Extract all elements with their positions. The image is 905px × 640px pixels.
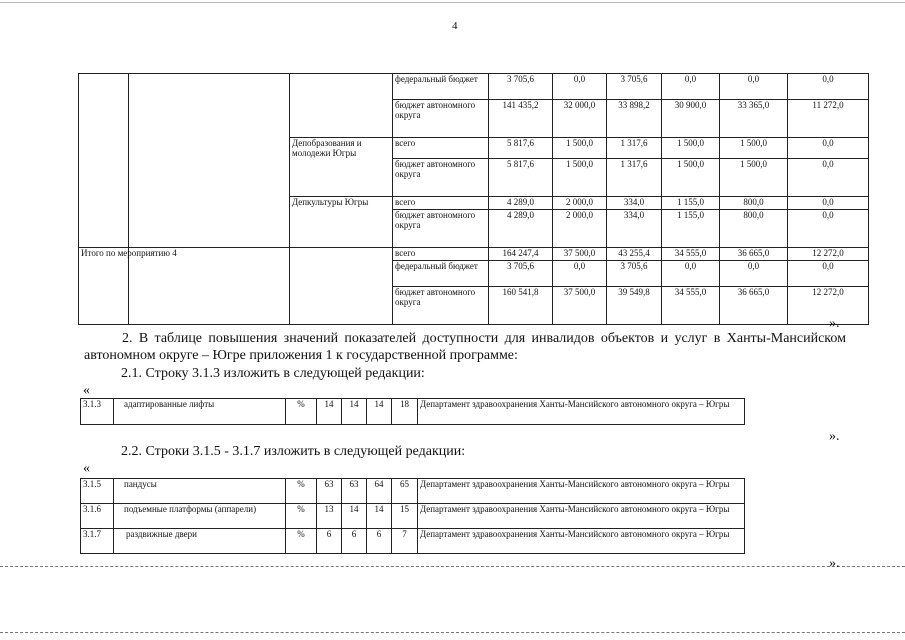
- amount-cell: 36 665,0: [720, 286, 788, 324]
- close-quote-3: ».: [829, 556, 840, 571]
- executor-cell: [290, 158, 393, 196]
- task-cell: [129, 138, 290, 159]
- amount-cell: 164 247,4: [489, 247, 553, 260]
- amount-cell: 0,0: [720, 260, 788, 286]
- amount-cell: 32 000,0: [553, 100, 607, 138]
- amount-cell: 36 665,0: [720, 247, 788, 260]
- amount-cell: 800,0: [720, 209, 788, 247]
- table-row: [81, 479, 745, 504]
- funding-source-cell: федеральный бюджет: [393, 74, 489, 100]
- event-cell: [79, 209, 129, 247]
- paragraph-2-1: 2.1. Строку 3.1.3 изложить в следующей редакции:: [121, 366, 425, 381]
- amount-cell: 0,0: [788, 260, 869, 286]
- amount-cell: 2 000,0: [553, 209, 607, 247]
- task-cell: [129, 196, 290, 209]
- amount-cell: 12 272,0: [788, 286, 869, 324]
- amount-cell: 1 155,0: [662, 209, 720, 247]
- executor-cell: [290, 260, 393, 286]
- row-value: 63: [317, 479, 342, 504]
- amount-cell: 5 817,6: [489, 138, 553, 159]
- task-cell: [129, 158, 290, 196]
- close-quote-2: ».: [829, 429, 840, 444]
- scan-edge-bottom-2: [0, 632, 905, 633]
- amount-cell: 12 272,0: [788, 247, 869, 260]
- row-value: 18: [392, 399, 418, 425]
- event-cell: [79, 100, 129, 138]
- row-value: 6: [342, 529, 367, 554]
- amount-cell: 0,0: [662, 74, 720, 100]
- page-number: 4: [452, 20, 458, 32]
- amount-cell: 1 155,0: [662, 196, 720, 209]
- row-unit: %: [286, 529, 317, 554]
- table-row: [79, 260, 869, 286]
- row-value: 64: [367, 479, 392, 504]
- close-quote-1: ».: [829, 316, 840, 331]
- row-value: 14: [342, 399, 367, 425]
- row-number: 3.1.6: [81, 504, 114, 529]
- table-row: [79, 196, 869, 209]
- amount-cell: 34 555,0: [662, 286, 720, 324]
- table-row-3-1-3: [80, 398, 745, 425]
- amount-cell: 1 500,0: [553, 158, 607, 196]
- paragraph-2-text: 2. В таблице повышения значений показателей доступности для инвалидов объектов и услуг в Ханты-Мансийском автономном округе – Югре приложения 1 к государственной программе:: [84, 331, 846, 363]
- amount-cell: 1 500,0: [553, 138, 607, 159]
- row-org: Департамент здравоохранения Ханты-Мансийского автономного округа – Югры: [418, 504, 745, 529]
- amount-cell: 3 705,6: [489, 260, 553, 286]
- task-cell: [129, 286, 290, 324]
- event-cell: Итого по мероприятию 4: [79, 247, 129, 260]
- amount-cell: 0,0: [788, 209, 869, 247]
- event-cell: [79, 158, 129, 196]
- event-cell: [79, 196, 129, 209]
- amount-cell: 1 500,0: [720, 158, 788, 196]
- amount-cell: 5 817,6: [489, 158, 553, 196]
- funding-source-cell: бюджет автономного округа: [393, 158, 489, 196]
- executor-cell: Депкультуры Югры: [290, 196, 393, 209]
- amount-cell: 11 272,0: [788, 100, 869, 138]
- funding-source-cell: бюджет автономного округа: [393, 100, 489, 138]
- row-number: 3.1.7: [81, 529, 114, 554]
- row-org: Департамент здравоохранения Ханты-Мансийского автономного округа – Югры: [418, 399, 745, 425]
- executor-cell: [290, 100, 393, 138]
- amount-cell: 0,0: [788, 138, 869, 159]
- amount-cell: 34 555,0: [662, 247, 720, 260]
- amount-cell: 2 000,0: [553, 196, 607, 209]
- executor-cell: [290, 74, 393, 100]
- table-row: [79, 247, 869, 260]
- table-row: [79, 138, 869, 159]
- scan-edge-bottom-1: [0, 566, 905, 567]
- row-org: Департамент здравоохранения Ханты-Мансийского автономного округа – Югры: [418, 479, 745, 504]
- row-unit: %: [286, 479, 317, 504]
- amount-cell: 1 317,6: [607, 158, 662, 196]
- amount-cell: 0,0: [788, 196, 869, 209]
- amount-cell: 1 317,6: [607, 138, 662, 159]
- row-value: 6: [317, 529, 342, 554]
- task-cell: [129, 209, 290, 247]
- funding-source-cell: бюджет автономного округа: [393, 286, 489, 324]
- row-value: 65: [392, 479, 418, 504]
- amount-cell: 4 289,0: [489, 209, 553, 247]
- row-value: 14: [342, 504, 367, 529]
- budget-table: [78, 73, 869, 325]
- amount-cell: 3 705,6: [489, 74, 553, 100]
- amount-cell: 39 549,8: [607, 286, 662, 324]
- event-cell: [79, 138, 129, 159]
- funding-source-cell: всего: [393, 138, 489, 159]
- row-name: пандусы: [114, 479, 286, 504]
- row-number: 3.1.5: [81, 479, 114, 504]
- amount-cell: 160 541,8: [489, 286, 553, 324]
- amount-cell: 141 435,2: [489, 100, 553, 138]
- row-value: 15: [392, 504, 418, 529]
- funding-source-cell: всего: [393, 247, 489, 260]
- task-cell: [129, 74, 290, 100]
- row-value: 14: [367, 504, 392, 529]
- executor-cell: Депобразования и молодежи Югры: [290, 138, 393, 159]
- funding-source-cell: всего: [393, 196, 489, 209]
- amount-cell: 3 705,6: [607, 260, 662, 286]
- task-cell: [129, 100, 290, 138]
- amount-cell: 0,0: [720, 74, 788, 100]
- amount-cell: 37 500,0: [553, 286, 607, 324]
- amount-cell: 334,0: [607, 196, 662, 209]
- amount-cell: 33 365,0: [720, 100, 788, 138]
- paragraph-2: [84, 330, 846, 364]
- event-cell: [79, 286, 129, 324]
- table-row: [79, 158, 869, 196]
- table-row: [79, 74, 869, 100]
- table-row: [79, 286, 869, 324]
- row-org: Департамент здравоохранения Ханты-Мансийского автономного округа – Югры: [418, 529, 745, 554]
- amount-cell: 0,0: [553, 74, 607, 100]
- row-value: 14: [317, 399, 342, 425]
- event-cell: [79, 260, 129, 286]
- row-name: подъемные платформы (аппарели): [114, 504, 286, 529]
- row-name: раздвижные двери: [114, 529, 286, 554]
- table-row: [79, 100, 869, 138]
- amount-cell: 1 500,0: [662, 158, 720, 196]
- scan-edge-top: [0, 2, 905, 3]
- amount-cell: 1 500,0: [720, 138, 788, 159]
- executor-cell: [290, 286, 393, 324]
- open-quote-2: «: [83, 461, 90, 476]
- amount-cell: 334,0: [607, 209, 662, 247]
- amount-cell: 0,0: [662, 260, 720, 286]
- amount-cell: 0,0: [553, 260, 607, 286]
- funding-source-cell: федеральный бюджет: [393, 260, 489, 286]
- amount-cell: 0,0: [788, 74, 869, 100]
- row-number: 3.1.3: [81, 399, 114, 425]
- funding-source-cell: бюджет автономного округа: [393, 209, 489, 247]
- task-cell: [129, 260, 290, 286]
- table-row: [81, 529, 745, 554]
- row-value: 14: [367, 399, 392, 425]
- row-unit: %: [286, 504, 317, 529]
- amount-cell: 37 500,0: [553, 247, 607, 260]
- executor-cell: [290, 247, 393, 260]
- open-quote-1: «: [83, 383, 90, 398]
- row-value: 13: [317, 504, 342, 529]
- row-name: адаптированные лифты: [114, 399, 286, 425]
- table-rows-3-1-5-to-3-1-7: [80, 478, 745, 554]
- amount-cell: 43 255,4: [607, 247, 662, 260]
- table-row: [79, 209, 869, 247]
- row-value: 7: [392, 529, 418, 554]
- row-unit: %: [286, 399, 317, 425]
- amount-cell: 33 898,2: [607, 100, 662, 138]
- event-cell: [79, 74, 129, 100]
- amount-cell: 0,0: [788, 158, 869, 196]
- paragraph-2-2: 2.2. Строки 3.1.5 - 3.1.7 изложить в следующей редакции:: [121, 444, 466, 459]
- amount-cell: 3 705,6: [607, 74, 662, 100]
- row-value: 6: [367, 529, 392, 554]
- amount-cell: 800,0: [720, 196, 788, 209]
- row-value: 63: [342, 479, 367, 504]
- executor-cell: [290, 209, 393, 247]
- amount-cell: 30 900,0: [662, 100, 720, 138]
- amount-cell: 1 500,0: [662, 138, 720, 159]
- amount-cell: 4 289,0: [489, 196, 553, 209]
- table-row: [81, 504, 745, 529]
